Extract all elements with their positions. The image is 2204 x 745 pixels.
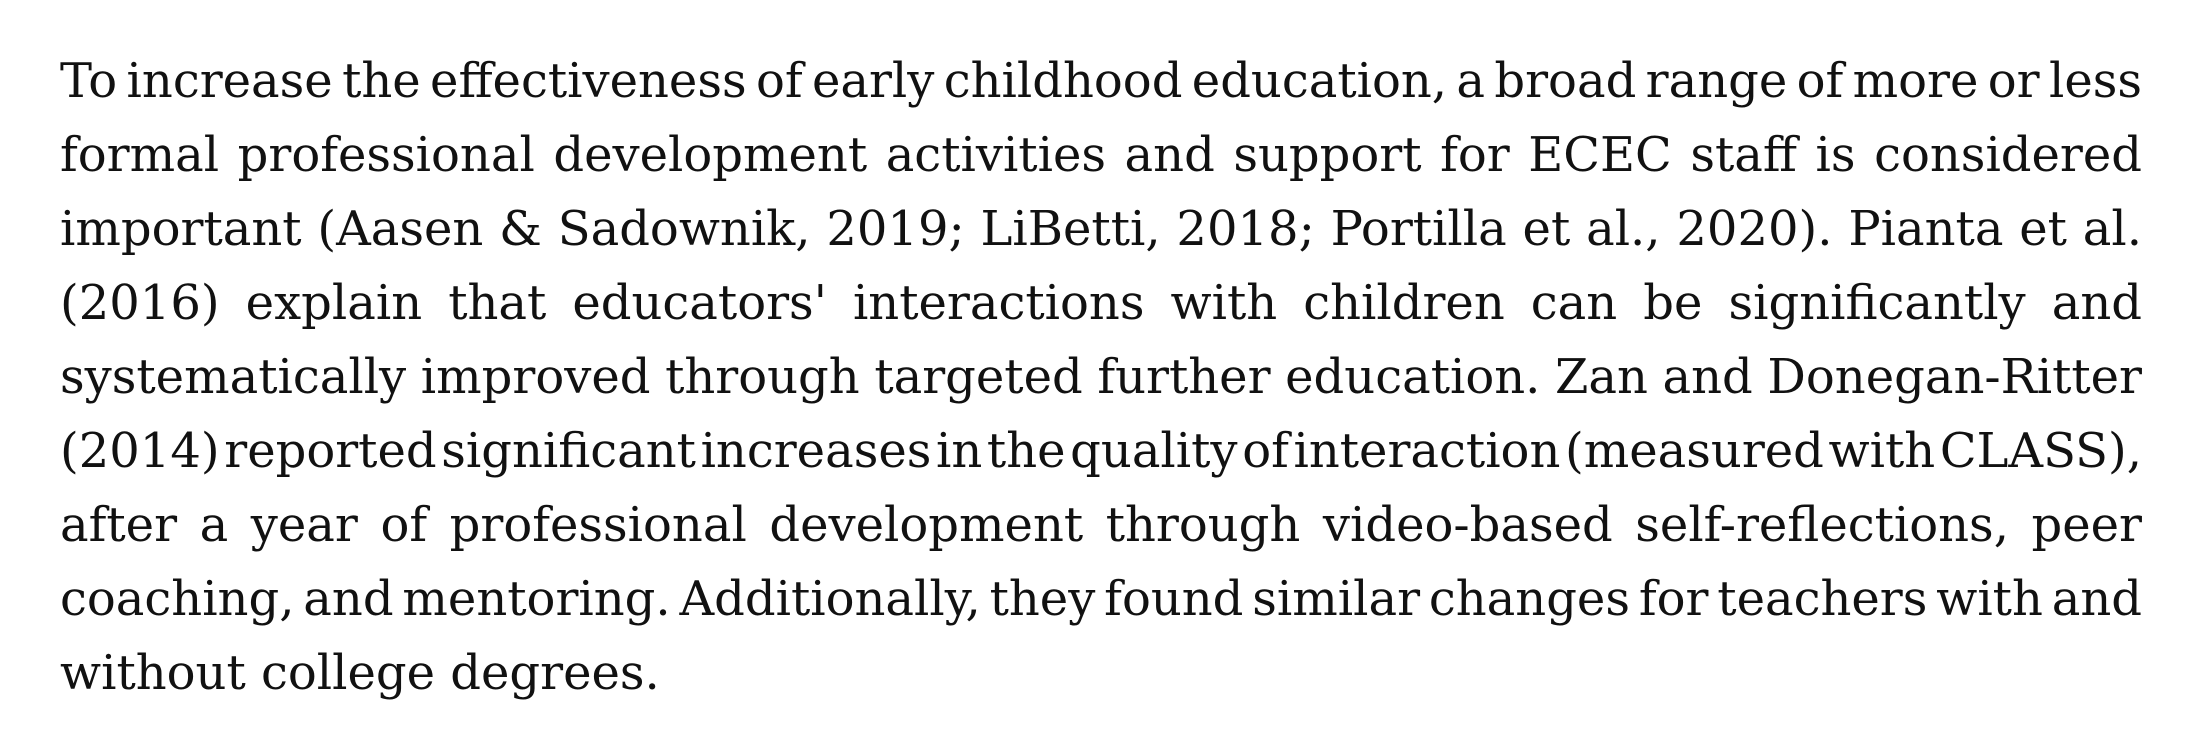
- paragraph-line: important (Aasen & Sadownik, 2019; LiBetti, 2018; Portilla et al., 2020). Pianta et al.: [60, 201, 2142, 257]
- paragraph-line: formal professional development activities and support for ECEC staff is considered: [60, 127, 2142, 183]
- paragraph-line: systematically improved through targeted further education. Zan and Donegan-Ritter: [60, 349, 2142, 405]
- paragraph-line-last: without college degrees.: [60, 645, 660, 701]
- paragraph-line: (2014) reported significant increases in the quality of interaction (measured with CLASS),: [60, 423, 2142, 479]
- paragraph-line: To increase the effectiveness of early childhood education, a broad range of more or less: [60, 53, 2142, 109]
- paragraph-line: (2016) explain that educators' interactions with children can be significantly and: [60, 275, 2142, 331]
- paragraph-line: coaching, and mentoring. Additionally, they found similar changes for teachers with and: [60, 571, 2142, 627]
- body-paragraph: [60, 44, 2142, 710]
- paragraph-line: after a year of professional development through video-based self-reflections, peer: [60, 497, 2142, 553]
